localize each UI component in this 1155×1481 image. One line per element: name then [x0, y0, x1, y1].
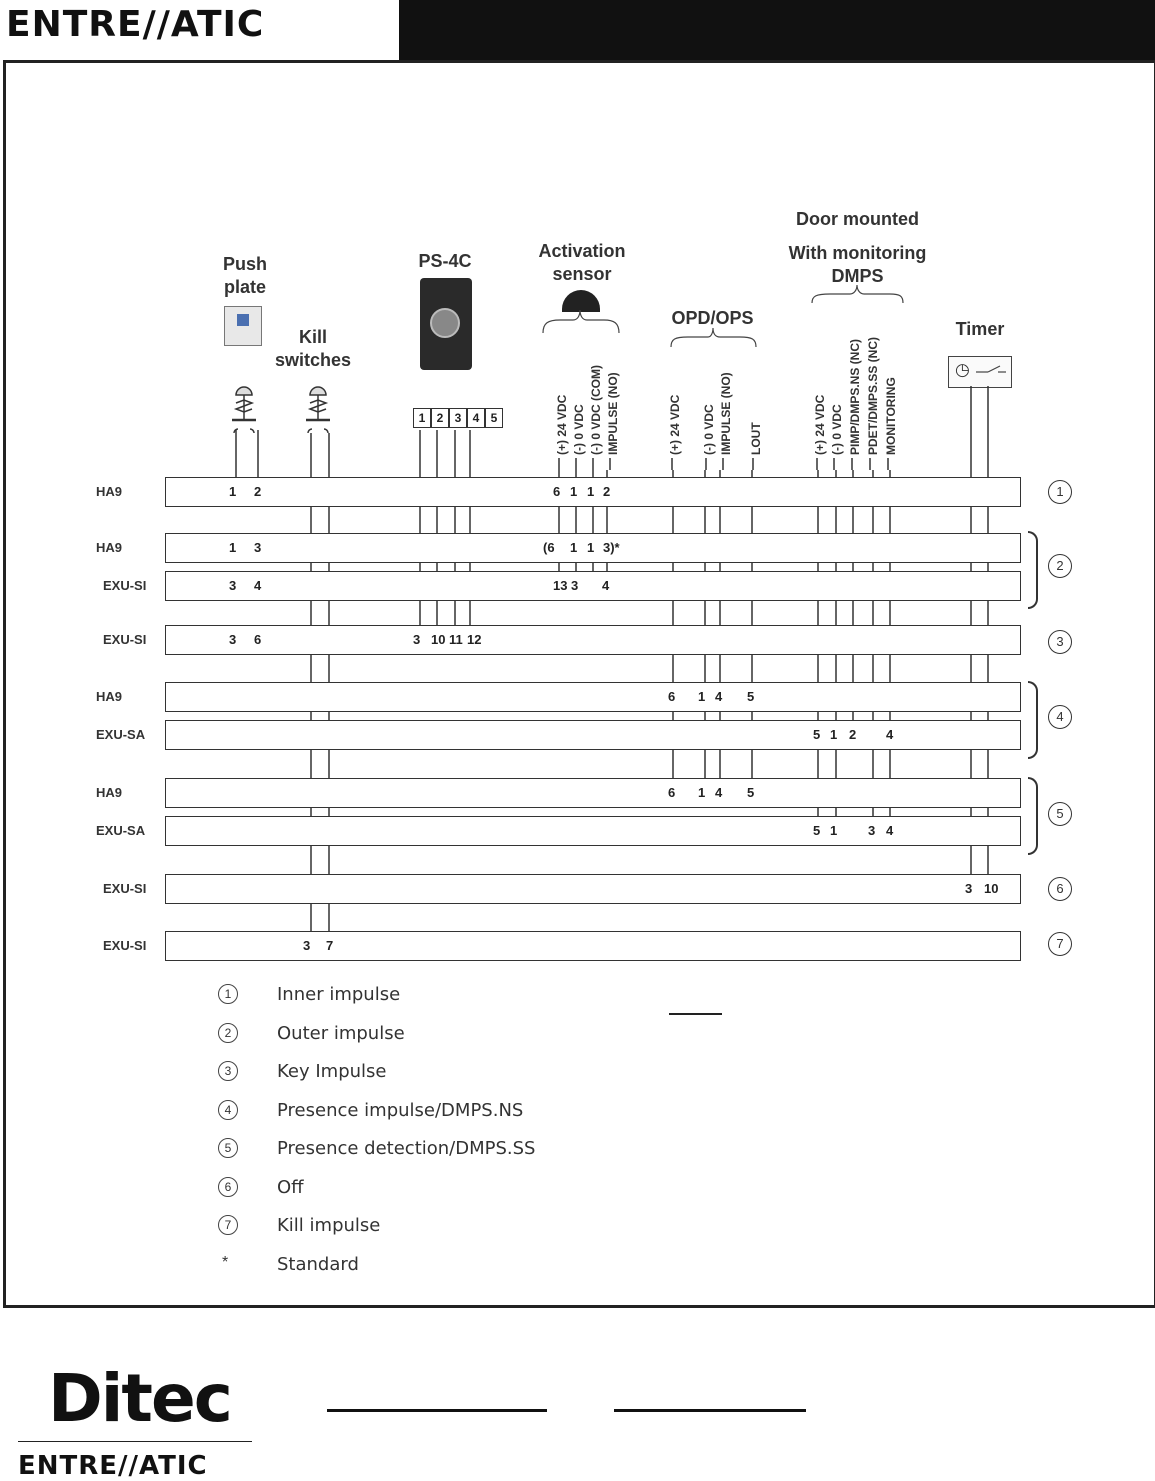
wire-label: PDET/DMPS.SS (NC) [866, 336, 880, 455]
terminal-number: 3 [571, 578, 579, 593]
terminal-number: 4 [715, 785, 723, 800]
clock-icon: ◷ [955, 360, 970, 379]
row-device-name: EXU-SI [103, 938, 147, 953]
terminal-number: 5 [747, 689, 755, 704]
legend-marker: 2 [218, 1023, 238, 1043]
row-device-name: EXU-SA [96, 727, 146, 742]
footer-signature-line-1 [327, 1409, 547, 1412]
door-mounted-title: Door mounted [796, 209, 919, 229]
terminal-number: 12 [467, 632, 482, 647]
wire-label: IMPULSE (NO) [606, 372, 620, 455]
terminal-number: 6 [668, 689, 676, 704]
activation-sensor-title: Activation sensor [538, 241, 626, 284]
wire-label: PIMP/DMPS.NS (NC) [848, 338, 862, 455]
terminal-number: 4 [886, 823, 894, 838]
legend-text: Key Impulse [277, 1061, 387, 1082]
terminal-number: 4 [602, 578, 610, 593]
legend-text: Kill impulse [277, 1215, 381, 1236]
wire-label: (-) 0 VDC (COM) [589, 365, 603, 455]
legend-marker: 4 [218, 1100, 238, 1120]
brace-row-4 [1028, 681, 1038, 759]
legend-text: Standard [277, 1253, 359, 1275]
terminal-number: 7 [326, 938, 334, 953]
terminal-number: 13 [553, 578, 568, 593]
terminal-number: 2 [849, 727, 857, 742]
terminal-number: (6 [543, 540, 555, 555]
terminal-number: 1 [587, 484, 595, 499]
row-number-circle: 3 [1048, 630, 1072, 654]
row-number-circle: 4 [1048, 705, 1072, 729]
wire-label: (+) 24 VDC [555, 394, 569, 455]
terminal-number: 4 [886, 727, 894, 742]
terminal-number: 1 [570, 484, 578, 499]
wire-label: (+) 24 VDC [813, 394, 827, 455]
dmps-brace [812, 285, 903, 303]
terminal-strip [165, 682, 1021, 712]
ditec-logo: Ditec [48, 1360, 231, 1437]
terminal-number: 4 [715, 689, 723, 704]
terminal-number: 1 [229, 540, 237, 555]
kill-switches-title: Kill switches [274, 327, 352, 370]
ps4c-terminal: 4 [467, 408, 485, 428]
row-number-circle: 2 [1048, 554, 1072, 578]
terminal-strip [165, 931, 1021, 961]
wire-label: (-) 0 VDC [830, 404, 844, 455]
terminal-number: 3 [229, 632, 237, 647]
terminal-number: 1 [830, 823, 838, 838]
terminal-number: 2 [254, 484, 262, 499]
terminal-strip [165, 625, 1021, 655]
terminal-strip [165, 571, 1021, 601]
terminal-number: 3)* [603, 540, 620, 555]
wire-label: (-) 0 VDC [572, 404, 586, 455]
opd-ops-title: OPD/OPS [671, 308, 754, 328]
kill-switch-icon [306, 387, 330, 433]
ps4c-terminal: 5 [485, 408, 503, 428]
row-device-name: EXU-SI [103, 632, 147, 647]
terminal-number: 5 [813, 727, 821, 742]
opd-brace [671, 328, 756, 347]
terminal-strip [165, 778, 1021, 808]
legend-text: Off [277, 1176, 304, 1198]
legend-marker: 6 [218, 1177, 238, 1197]
wire-label: (-) 0 VDC [702, 404, 716, 455]
terminal-number: 1 [229, 484, 237, 499]
legend-marker: 5 [218, 1138, 238, 1158]
push-plate-title: Push plate [222, 254, 267, 297]
terminal-number: 6 [553, 484, 561, 499]
brace-row-2 [1028, 531, 1038, 609]
terminal-number: 3 [868, 823, 876, 838]
row-device-name: EXU-SI [103, 881, 147, 896]
vertical-wires [236, 386, 988, 955]
footer-logo-divider [18, 1441, 252, 1442]
push-switch-icon [232, 387, 256, 433]
ps4c-terminal: 1 [413, 408, 431, 428]
row-device-name: HA9 [96, 540, 123, 555]
terminal-number: 6 [668, 785, 676, 800]
terminal-number: 10 [431, 632, 446, 647]
terminal-number: 6 [254, 632, 262, 647]
timer-title: Timer [955, 319, 1005, 339]
row-device-name: EXU-SA [96, 823, 146, 838]
footer-brand-logo: ENTRE//ATIC [18, 1451, 208, 1481]
wire-label: MONITORING [884, 377, 898, 455]
terminal-number: 4 [254, 578, 262, 593]
wire-label: IMPULSE (NO) [719, 372, 733, 455]
row-device-name: HA9 [96, 785, 123, 800]
legend-text: Presence impulse/DMPS.NS [277, 1099, 524, 1121]
wire-label: LOUT [749, 422, 763, 455]
legend-text: Inner impulse [277, 984, 401, 1005]
row-number-circle: 7 [1048, 932, 1072, 956]
legend-text: Outer impulse [277, 1022, 405, 1044]
terminal-number: 10 [984, 881, 999, 896]
row-device-name: HA9 [96, 484, 123, 499]
terminal-number: 1 [570, 540, 578, 555]
terminal-number: 3 [229, 578, 237, 593]
row-device-name: EXU-SI [103, 578, 147, 593]
row-number-circle: 5 [1048, 802, 1072, 826]
terminal-number: 1 [698, 689, 706, 704]
footer-signature-line-2 [614, 1409, 806, 1412]
row-device-name: HA9 [96, 689, 123, 704]
terminal-number: 11 [449, 632, 463, 647]
terminal-number: 3 [413, 632, 421, 647]
activation-brace [543, 310, 619, 333]
terminal-number: 5 [747, 785, 755, 800]
legend-marker: 7 [218, 1215, 238, 1235]
row-number-circle: 6 [1048, 877, 1072, 901]
row-number-circle: 1 [1048, 480, 1072, 504]
timer-switch-icon [976, 366, 1006, 372]
ps4c-terminal: 2 [431, 408, 449, 428]
legend-marker: * [222, 1253, 229, 1271]
terminal-strip [165, 874, 1021, 904]
ps4c-terminal: 3 [449, 408, 467, 428]
brand-logo-text: ENTRE//ATIC [6, 4, 265, 45]
ps4c-title: PS-4C [418, 251, 472, 271]
terminal-number: 1 [698, 785, 706, 800]
wire-label: (+) 24 VDC [668, 394, 682, 455]
legend-text: Presence detection/DMPS.SS [277, 1138, 536, 1159]
legend-marker: 1 [218, 984, 238, 1004]
terminal-number: 2 [603, 484, 611, 499]
terminal-number: 1 [587, 540, 595, 555]
with-monitoring-title: With monitoring DMPS [788, 243, 927, 286]
terminal-number: 1 [830, 727, 838, 742]
terminal-number: 5 [813, 823, 821, 838]
terminal-number: 3 [303, 938, 311, 953]
terminal-number: 3 [965, 881, 973, 896]
brace-row-5 [1028, 777, 1038, 855]
terminal-number: 3 [254, 540, 262, 555]
legend-marker: 3 [218, 1061, 238, 1081]
